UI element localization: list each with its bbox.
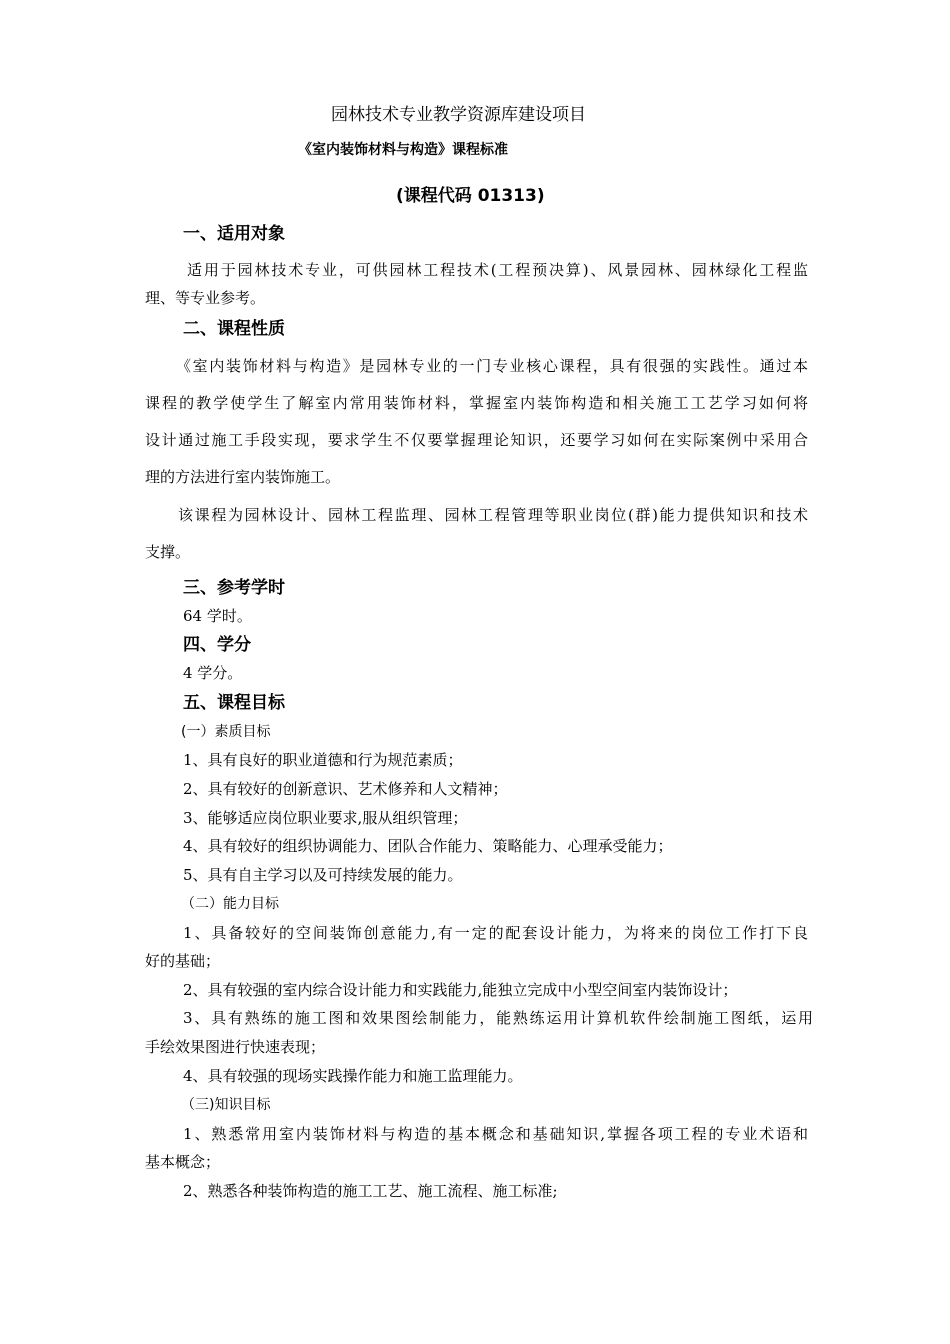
- paragraph-line: 课程的教学使学生了解室内常用装饰材料，掌握室内装饰构造和相关施工工艺学习如何将: [145, 394, 808, 412]
- section-heading-credits: 四、学分: [183, 635, 251, 655]
- section-heading-applicable: 一、适用对象: [183, 224, 285, 244]
- paragraph-line: 理的方法进行室内装饰施工。: [145, 468, 341, 486]
- document-subtitle: 《室内装饰材料与构造》课程标准: [298, 142, 508, 158]
- list-item: 3、能够适应岗位职业要求,服从组织管理；: [183, 809, 468, 827]
- list-item: 1、具有良好的职业道德和行为规范素质；: [183, 751, 463, 769]
- credits-value: 4 学分。: [183, 664, 243, 682]
- section-heading-objectives: 五、课程目标: [183, 693, 285, 713]
- section-heading-nature: 二、课程性质: [183, 319, 285, 339]
- section-heading-hours: 三、参考学时: [183, 578, 285, 598]
- document-title: 园林技术专业教学资源库建设项目: [331, 105, 586, 125]
- list-item: 2、具有较好的创新意识、艺术修养和人文精神；: [183, 780, 508, 798]
- paragraph-line: 设计通过施工手段实现，要求学生不仅要掌握理论知识，还要学习如何在实际案例中采用合: [145, 431, 808, 449]
- subsection-heading-quality: (一）素质目标: [181, 724, 271, 740]
- list-item: 1、具备较好的空间装饰创意能力,有一定的配套设计能力，为将来的岗位工作打下良: [183, 924, 808, 942]
- course-code: (课程代码 01313): [396, 186, 545, 206]
- list-item: 4、具有较强的现场实践操作能力和施工监理能力。: [183, 1067, 523, 1085]
- list-item-continuation: 手绘效果图进行快速表现；: [145, 1038, 326, 1056]
- paragraph-line: 《室内装饰材料与构造》是园林专业的一门专业核心课程，具有很强的实践性。通过本: [176, 357, 808, 375]
- list-item-continuation: 好的基础；: [145, 952, 221, 970]
- subsection-heading-ability: （二）能力目标: [181, 896, 279, 912]
- paragraph-line: 该课程为园林设计、园林工程监理、园林工程管理等职业岗位(群)能力提供知识和技术: [178, 506, 808, 524]
- paragraph-line: 适用于园林技术专业，可供园林工程技术(工程预决算)、风景园林、园林绿化工程监: [187, 261, 808, 279]
- list-item: 2、熟悉各种装饰构造的施工工艺、施工流程、施工标准;: [183, 1182, 558, 1200]
- list-item: 5、具有自主学习以及可持续发展的能力。: [183, 866, 463, 884]
- list-item: 4、具有较好的组织协调能力、团队合作能力、策略能力、心理承受能力；: [183, 837, 673, 855]
- list-item: 1、熟悉常用室内装饰材料与构造的基本概念和基础知识,掌握各项工程的专业术语和: [183, 1125, 808, 1143]
- hours-value: 64 学时。: [183, 607, 252, 625]
- paragraph-line: 支撑。: [145, 543, 191, 561]
- list-item: 2、具有较强的室内综合设计能力和实践能力,能独立完成中小型空间室内装饰设计；: [183, 981, 738, 999]
- list-item: 3、具有熟练的施工图和效果图绘制能力，能熟练运用计算机软件绘制施工图纸，运用: [183, 1009, 813, 1027]
- list-item-continuation: 基本概念；: [145, 1153, 221, 1171]
- subsection-heading-knowledge: （三)知识目标: [181, 1097, 271, 1113]
- paragraph-line: 理、等专业参考。: [145, 289, 266, 307]
